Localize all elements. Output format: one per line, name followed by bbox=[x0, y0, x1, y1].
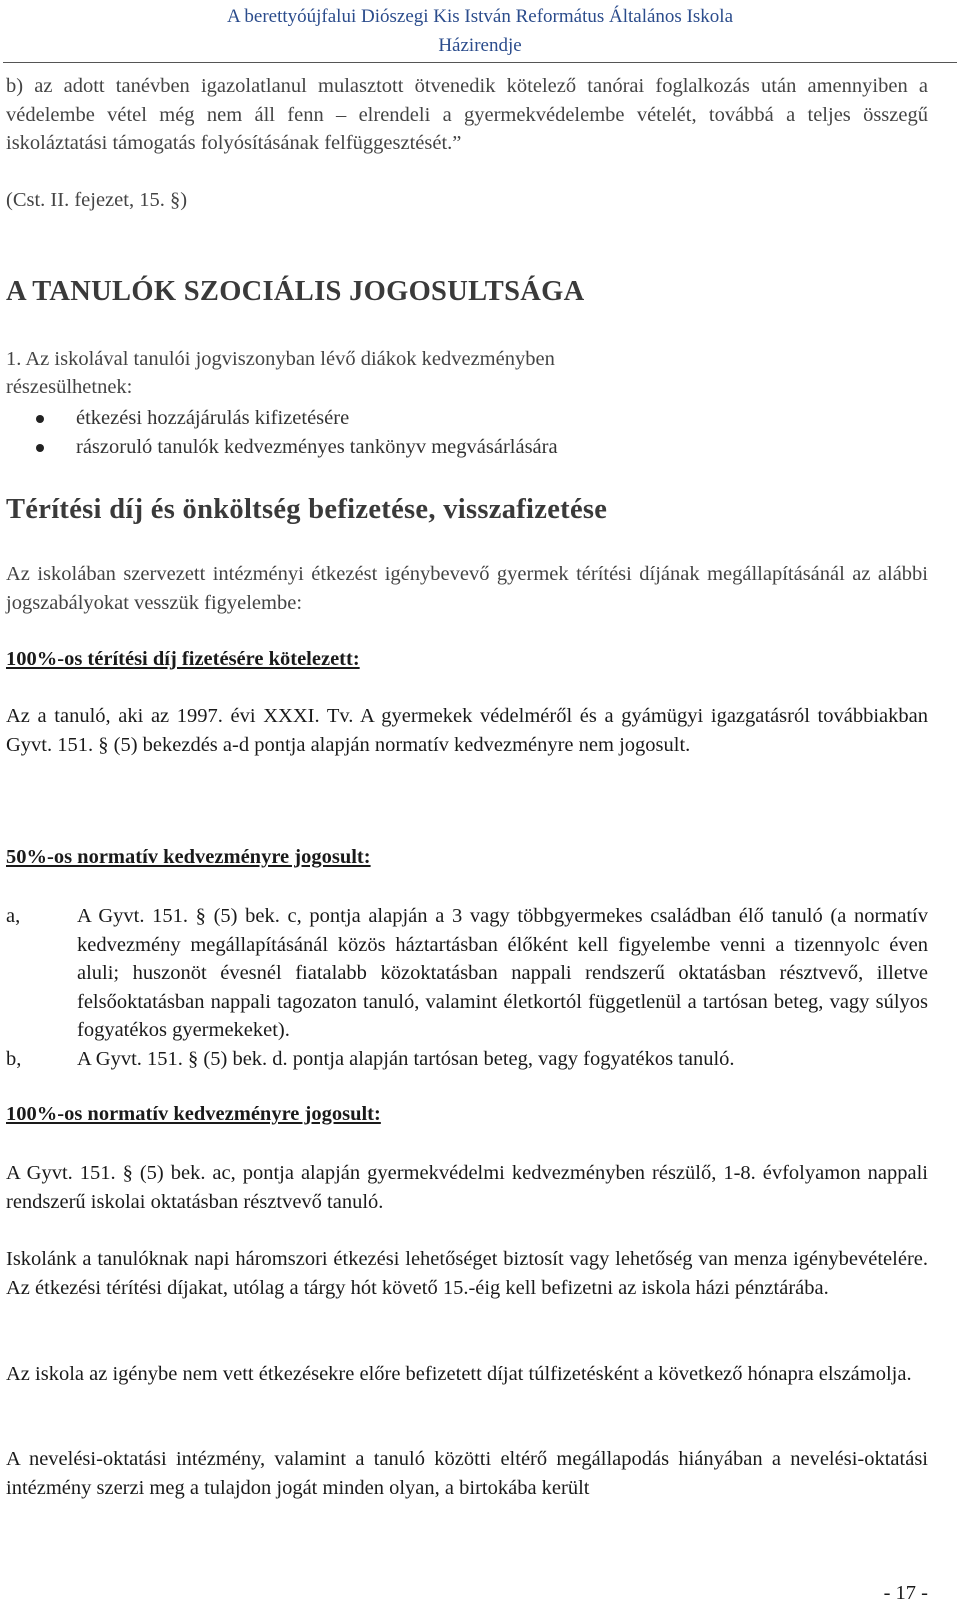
full-fee-text: Az a tanuló, aki az 1997. évi XXXI. Tv. A gyermekek védelméről és a gyámügyi igazgatásról továbbiakban Gyvt. 151. § (5) bekezdés a-d pontja alapján normatív kedvezményre nem jogosult. bbox=[6, 705, 928, 756]
meals-paragraph: Iskolánk a tanulóknak napi háromszori étkezési lehetőséget biztosít vagy lehetőség van menza igénybevételére. Az étkezési térítési díjakat, utólag a tárgy hót követő 15.-éig kell befizetni az iskola házi pénztárába. bbox=[6, 1248, 928, 1299]
page-number: - 17 - bbox=[883, 1582, 928, 1604]
social-lead-line-1: 1. Az iskolával tanulói jogviszonyban lévő diákok kedvezményben bbox=[6, 348, 555, 370]
item-label: a, bbox=[6, 905, 21, 927]
document-title: Házirendje bbox=[438, 35, 522, 56]
full-fee-heading: 100%-os térítési díj fizetésére kötelezett: bbox=[6, 648, 360, 670]
item-text: A Gyvt. 151. § (5) bek. d. pontja alapján tartósan beteg, vagy fogyatékos tanuló. bbox=[77, 1048, 735, 1070]
item-text: A Gyvt. 151. § (5) bek. c, pontja alapján a 3 vagy többgyermekes családban élő tanuló (a normatív kedvezmény megállapításánál közös háztartásban élőként kell figyelembe venni a tizennyolc éven aluli; huszonöt évesnél fiatalabb közoktatásban nappali rendszerű oktatásban résztvevő, illetve felsőoktatásban nappali tagozaton tanuló, valamint életkortól függetlenül a tartósan beteg, vagy súlyos fogyatékos gyermekeket). bbox=[77, 905, 928, 1041]
bullet-icon bbox=[36, 415, 44, 423]
fees-intro: Az iskolában szervezett intézményi étkezést igénybevevő gyermek térítési díjának megállapításánál az alábbi jogszabályokat vesszük figyelembe: bbox=[6, 563, 928, 614]
list-item-text: rászoruló tanulók kedvezményes tankönyv megvásárlására bbox=[76, 435, 558, 458]
bullet-icon bbox=[36, 444, 44, 452]
social-lead-line-2: részesülhetnek: bbox=[6, 376, 133, 398]
header-divider bbox=[3, 62, 957, 63]
ownership-paragraph: A nevelési-oktatási intézmény, valamint a tanuló közötti eltérő megállapodás hiányában a nevelési-oktatási intézmény szerzi meg a tulajdon jogát minden olyan, a birtokába került bbox=[6, 1448, 928, 1499]
half-discount-heading: 50%-os normatív kedvezményre jogosult: bbox=[6, 846, 371, 868]
full-discount-heading: 100%-os normatív kedvezményre jogosult: bbox=[6, 1103, 381, 1125]
section-title-fees: Térítési díj és önköltség befizetése, visszafizetése bbox=[6, 494, 608, 525]
list-item bbox=[36, 404, 558, 433]
item-label: b, bbox=[6, 1048, 22, 1070]
intro-paragraph: b) az adott tanévben igazolatlanul mulasztott ötvenedik kötelező tanórai foglalkozás után amennyiben a védelembe vétel még nem áll fenn – elrendeli a gyermekvédelembe vételét, továbbá a teljes összegű iskoláztatási támogatás folyósításának felfüggesztését.” bbox=[6, 75, 928, 154]
list-item-text: étkezési hozzájárulás kifizetésére bbox=[76, 407, 350, 429]
list-item bbox=[36, 433, 558, 462]
full-discount-text: A Gyvt. 151. § (5) bek. ac, pontja alapján gyermekvédelmi kedvezményben részülő, 1-8. évfolyamon nappali rendszerű iskolai oktatásban résztvevő tanuló. bbox=[6, 1162, 928, 1213]
section-title-social: A TANULÓK SZOCIÁLIS JOGOSULTSÁGA bbox=[6, 276, 585, 307]
social-benefits-list bbox=[36, 404, 558, 461]
citation: (Cst. II. fejezet, 15. §) bbox=[6, 189, 188, 211]
overpayment-paragraph: Az iskola az igénybe nem vett étkezésekre előre befizetett díjat túlfizetésként a következő hónapra elszámolja. bbox=[6, 1363, 912, 1385]
school-name: A berettyóújfalui Diószegi Kis István Református Általános Iskola bbox=[226, 6, 734, 27]
page-header bbox=[0, 2, 960, 60]
